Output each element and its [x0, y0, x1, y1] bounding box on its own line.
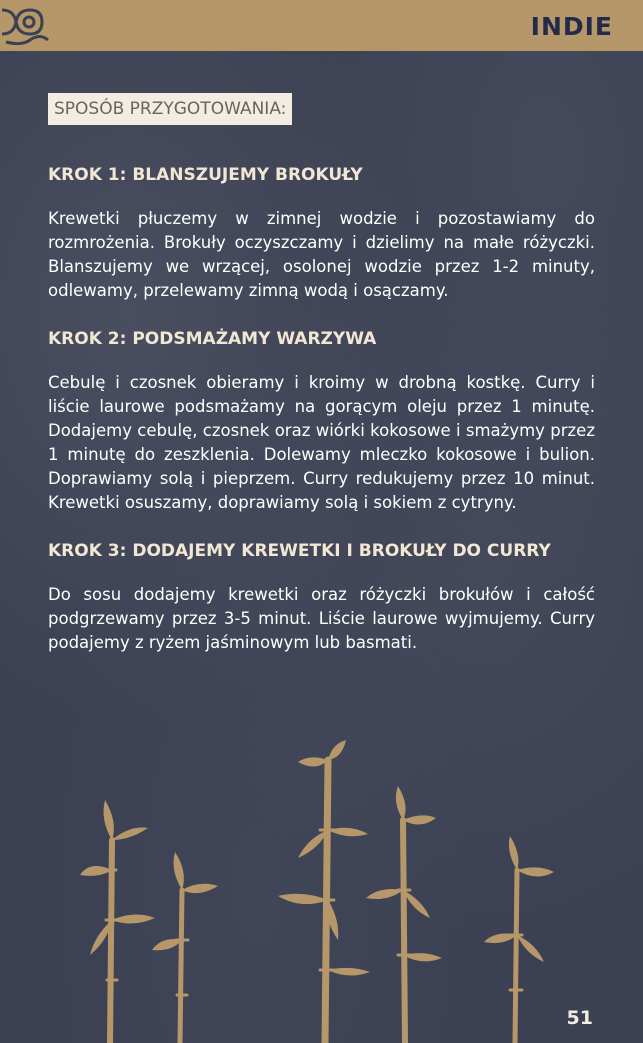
step-1: [48, 163, 595, 303]
bamboo-illustration: [70, 740, 560, 1043]
country-title: INDIE: [530, 12, 613, 41]
step-title: KROK 2: PODSMAŻAMY WARZYWA: [48, 329, 377, 349]
step-text: Cebulę i czosnek obieramy i kroimy w drobną kostkę. Curry i liście laurowe podsmażamy na gorącym oleju przez 1 minutę. Dodajemy cebulę, czosnek oraz wiórki kokosowe i smażymy przez 1 minutę do zeszklenia. Dolewamy mleczko kokosowe i bulion. Doprawiamy solą i pieprzem. Curry redukujemy przez 10 minut. Krewetki osuszamy, doprawiamy solą i sokiem z cytryny.: [48, 373, 595, 512]
page-number: 51: [566, 1007, 593, 1029]
recipe-steps: [48, 163, 595, 679]
header-band: [0, 0, 643, 51]
step-title: KROK 1: BLANSZUJEMY BROKUŁY: [48, 165, 363, 185]
step-3: [48, 539, 595, 655]
step-text: Krewetki płuczemy w zimnej wodzie i pozostawiamy do rozmrożenia. Brokuły oczyszczamy i dzielimy na małe różyczki. Blanszujemy we wrzącej, osolonej wodzie przez 1-2 minuty, odlewamy, przelewamy zimną wodą i osączamy.: [48, 209, 595, 300]
step-title: KROK 3: DODAJEMY KREWETKI I BROKUŁY DO CURRY: [48, 541, 551, 561]
step-text: Do sosu dodajemy krewetki oraz różyczki brokułów i całość podgrzewamy przez 3-5 minut. Liście laurowe wyjmujemy. Curry podajemy z ryżem jaśminowym lub basmati.: [48, 585, 595, 652]
celtic-knot-icon: [0, 0, 52, 51]
section-label: SPOSÓB PRZYGOTOWANIA:: [48, 93, 292, 125]
step-2: [48, 327, 595, 515]
